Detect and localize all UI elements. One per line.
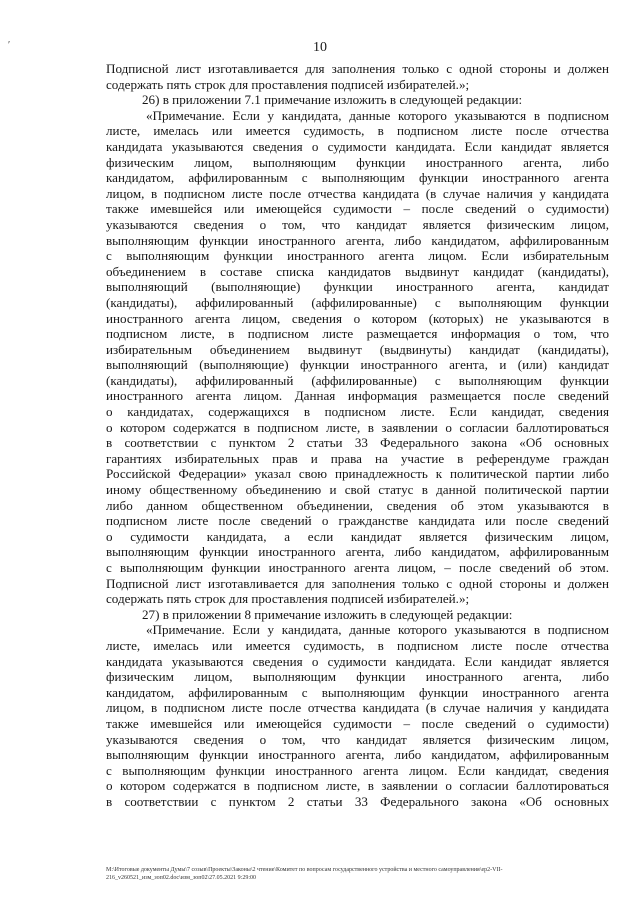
text-line: листе, имелась или имеется судимость, в подписном листе после отчества <box>106 123 609 139</box>
text-line: кандидатом, аффилированным с выполняющим функции иностранного агента <box>106 684 609 700</box>
text-line: выполняющим функции иностранного агента, либо кандидатом, аффилированным <box>106 232 609 248</box>
text-line: выполняющий (выполняющие) функции иностранного агента, и (или) кандидат <box>106 357 609 373</box>
text-line: кандидатом, аффилированным с выполняющим функции иностранного агента <box>106 170 609 186</box>
text-line: Подписной лист изготавливается для заполнения только с одной стороны и должен <box>106 61 609 76</box>
text-line: о котором содержатся в подписном листе, в заявлении о согласии баллотироваться <box>106 419 609 435</box>
text-line: (кандидаты), аффилированный (аффилированные) с выполняющим функции <box>106 294 609 310</box>
page-number: 10 <box>313 40 327 55</box>
text-line: гарантиях избирательных прав и права на участие в референдуме граждан <box>106 450 609 466</box>
text-line: с выполняющим функции иностранного агента лицом, – после сведений об этом. <box>106 560 609 575</box>
text-line: выполняющий (выполняющие) функции иностранного агента, кандидат <box>106 279 609 295</box>
text-line: содержать пять строк для проставления подписей избирателей.»; <box>106 76 470 92</box>
text-line: иному общественному объединению и свой статус в данной политической партии <box>106 482 609 498</box>
text-line: лицом, в подписном листе после отчества кандидата (в случае наличия у кандидата <box>106 185 609 201</box>
text-line: в соответствии с пунктом 2 статьи 33 Федерального закона «Об основных <box>106 793 609 809</box>
text-line: подписном листе после сведений о гражданстве кандидата или после сведений <box>106 513 609 529</box>
text-line: иностранного агента лицом, сведения о котором (которых) не указываются в <box>106 310 609 326</box>
text-line: объединением в составе списка кандидатов выдвинут кандидат (кандидаты), <box>106 263 609 279</box>
text-line: листе, имелась или имеется судимость, в подписном листе после отчества <box>106 637 609 653</box>
text-line: 27) в приложении 8 примечание изложить в следующей редакции: <box>142 606 513 622</box>
text-line: «Примечание. Если у кандидата, данные которого указываются в подписном <box>146 622 609 638</box>
footer-path-line: М:\Итоговые документы Думы\7 созыв\Проекты\Законы\2 чтение\Комитет по вопросам государственного устройства и местного самоуправления\ер2-VII- <box>106 867 503 873</box>
text-line: содержать пять строк для проставления подписей избирателей.»; <box>106 591 470 607</box>
text-line: иностранного агента лицом. Данная информация размещается после сведений <box>106 388 609 404</box>
text-line: указываются сведения о том, что кандидат является физическим лицом, <box>106 216 609 232</box>
text-line: (кандидаты), аффилированный (аффилированные) с выполняющим функции <box>106 372 609 388</box>
file-path-footer <box>106 866 616 882</box>
text-line: с выполняющим функции иностранного агента лицом. Если кандидат, сведения <box>106 762 609 778</box>
text-line: Подписной лист изготавливается для заполнения только с одной стороны и должен <box>106 575 609 591</box>
document-body <box>106 61 609 810</box>
text-line: выполняющим функции иностранного агента, либо кандидатом, аффилированным <box>106 544 609 560</box>
text-line: выполняющим функции иностранного агента, либо кандидатом, аффилированным <box>106 747 609 763</box>
text-line: о судимости кандидата, а если кандидат является физическим лицом, <box>106 528 609 544</box>
text-line: о котором содержатся в подписном листе, в заявлении о согласии баллотироваться <box>106 778 609 794</box>
text-line: также имевшейся или имеющейся судимости – после сведений о судимости) <box>106 201 609 217</box>
text-line: подписном листе, в подписном листе размещается информация о том, что <box>106 326 609 342</box>
text-line: физическим лицом, выполняющим функции иностранного агента, либо <box>106 154 609 170</box>
text-line: 26) в приложении 7.1 примечание изложить в следующей редакции: <box>142 92 523 108</box>
margin-mark: ʹ <box>8 40 11 51</box>
text-line: «Примечание. Если у кандидата, данные которого указываются в подписном <box>146 107 609 123</box>
text-line: о кандидатах, содержащихся в подписном листе. Если кандидат, сведения <box>106 404 609 420</box>
text-line: кандидата указываются сведения о судимости кандидата. Если кандидат является <box>106 138 609 154</box>
text-line: либо данном общественном объединении, сведения об этом указываются в <box>106 497 609 513</box>
text-line: также имевшейся или имеющейся судимости – после сведений о судимости) <box>106 715 609 731</box>
text-line: физическим лицом, выполняющим функции иностранного агента, либо <box>106 669 609 685</box>
text-line: кандидата указываются сведения о судимости кандидата. Если кандидат является <box>106 653 609 669</box>
text-line: Российской Федерации» указал свою принадлежность к политической партии либо <box>106 466 609 482</box>
text-line: в соответствии с пунктом 2 статьи 33 Федерального закона «Об основных <box>106 435 609 451</box>
footer-file-line: 216_v260521_изм_зоп02.doc\изм_зоп02\27.05.2021 9:29:00 <box>106 875 257 881</box>
text-line: лицом, в подписном листе после отчества кандидата (в случае наличия у кандидата <box>106 700 609 716</box>
text-line: с выполняющим функции иностранного агента лицом. Если избирательным <box>106 248 609 264</box>
text-line: указываются сведения о том, что кандидат является физическим лицом, <box>106 731 609 747</box>
text-line: избирательным объединением выдвинут (выдвинуты) кандидат (кандидаты), <box>106 341 609 357</box>
